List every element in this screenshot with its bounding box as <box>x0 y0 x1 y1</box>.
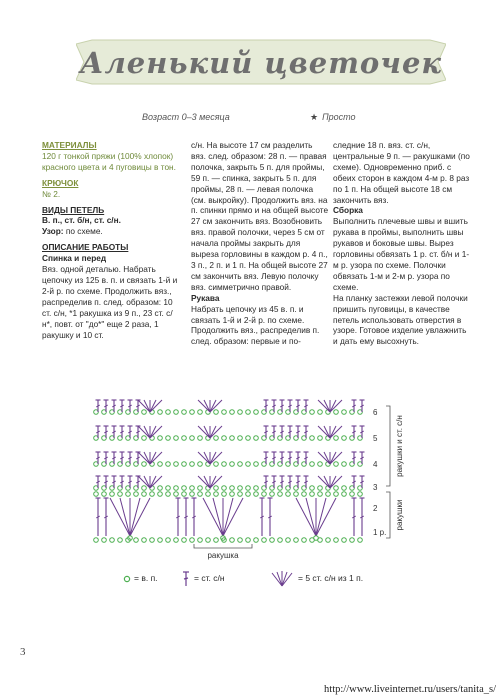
pattern-value: по схеме. <box>63 226 103 237</box>
row-label-3: 3 <box>373 483 378 492</box>
chain-stitch <box>342 410 347 415</box>
chain-stitch <box>246 462 251 467</box>
chain-stitch <box>206 538 211 543</box>
chain-stitch <box>222 462 227 467</box>
source-url[interactable]: http://www.liveinternet.ru/users/tanita_s/ <box>324 684 496 695</box>
repeat-label-shells-dc: ракушки и ст. с/н <box>395 415 404 477</box>
chain-stitch <box>334 492 339 497</box>
row-label-6: 6 <box>373 408 378 417</box>
chart-legend <box>122 570 422 590</box>
chain-stitch <box>318 486 323 491</box>
chain-stitch <box>118 538 123 543</box>
chain-stitch <box>198 410 203 415</box>
chain-stitch <box>166 410 171 415</box>
chain-stitch <box>358 492 363 497</box>
chain-stitch <box>102 492 107 497</box>
shell-stitch <box>316 498 336 536</box>
chain-stitch <box>198 492 203 497</box>
shell-repeat-label: ракушка <box>207 551 239 560</box>
buttons-text: На планку застежки левой полочки пришить пуговицы, в качестве петель использовать отверстия в узоре. Готовое изделие увлажнить и дать ему высохнуть. <box>333 292 468 347</box>
chain-stitch <box>158 410 163 415</box>
legend-dc-text: = ст. с/н <box>194 573 225 583</box>
shell-stitch <box>210 400 222 412</box>
chain-stitch <box>126 492 131 497</box>
chain-stitch <box>134 538 139 543</box>
materials-text: 120 г тонкой пряжи (100% хлопок) красного цвета и 4 пуговицы в тон. <box>42 150 176 172</box>
chain-stitch <box>182 436 187 441</box>
chain-stitch <box>222 436 227 441</box>
shell-stitch <box>223 498 233 536</box>
chain-stitch <box>230 492 235 497</box>
repeat-label-shells: ракушки <box>395 499 404 531</box>
row-label-2: 2 <box>373 504 378 513</box>
chain-stitch <box>230 436 235 441</box>
page-title: Аленький цветочек <box>79 46 443 80</box>
row-label-5: 5 <box>373 434 378 443</box>
shell-stitch <box>120 498 130 536</box>
chain-stitch <box>238 462 243 467</box>
back-front-heading: Спинка и перед <box>42 253 107 264</box>
chain-stitch <box>142 486 147 491</box>
chain-stitch <box>310 486 315 491</box>
shell-stitch <box>210 452 222 464</box>
chain-stitch <box>118 492 123 497</box>
chain-stitch <box>158 462 163 467</box>
chain-stitch <box>150 492 155 497</box>
chain-stitch <box>174 410 179 415</box>
chain-stitch <box>190 436 195 441</box>
shell-stitch <box>138 400 150 412</box>
bracket-shell <box>194 544 252 548</box>
chain-stitch <box>334 462 339 467</box>
chain-stitch <box>342 538 347 543</box>
age-label: Возраст 0–3 месяца <box>142 112 230 122</box>
assembly-text: Выполнить плечевые швы и вшить рукава в проймы, выполнить швы рукавов и боковые швы. Вырез горловины обвязать 1 р. ст. б/н и 1-м р. узора по схеме. Полочки обвязать 1-м и 2-м р. узора по схеме. <box>333 216 470 292</box>
chain-stitch <box>214 462 219 467</box>
hook-heading: КРЮЧОК <box>42 177 79 188</box>
chain-stitch <box>270 492 275 497</box>
shell-stitch <box>130 498 150 536</box>
title-banner <box>76 36 446 88</box>
chain-stitch <box>230 410 235 415</box>
chain-stitch <box>254 486 259 491</box>
chain-stitch <box>158 436 163 441</box>
shell-stitch <box>330 400 342 412</box>
shell-stitch <box>330 452 342 464</box>
pattern-label: Узор: <box>42 226 64 237</box>
chain-stitch <box>102 538 107 543</box>
chain-stitch <box>158 492 163 497</box>
chain-stitch <box>262 492 267 497</box>
chain-stitch <box>350 538 355 543</box>
chain-stitch <box>326 492 331 497</box>
bracket-bottom <box>386 492 390 538</box>
chain-stitch <box>254 436 259 441</box>
chain-stitch <box>350 492 355 497</box>
chain-stitch <box>174 462 179 467</box>
chain-stitch <box>302 538 307 543</box>
difficulty-text: Просто <box>322 112 356 122</box>
chain-stitch <box>182 492 187 497</box>
double-crochet-icon <box>183 572 189 586</box>
chain-stitch <box>94 492 99 497</box>
chain-stitch <box>314 536 319 541</box>
chain-stitch <box>174 436 179 441</box>
chain-stitch <box>166 492 171 497</box>
shell-stitch <box>110 498 130 536</box>
chain-stitch <box>142 538 147 543</box>
chain-stitch <box>174 486 179 491</box>
chain-stitch <box>230 538 235 543</box>
chain-stitch <box>198 462 203 467</box>
legend-symbols <box>122 570 422 590</box>
chain-stitch <box>166 486 171 491</box>
chain-stitch <box>254 410 259 415</box>
chain-stitch <box>214 410 219 415</box>
chain-stitch <box>166 462 171 467</box>
chain-stitch <box>270 538 275 543</box>
column-1 <box>42 140 180 340</box>
row-label-4: 4 <box>373 460 378 469</box>
shell-stitch <box>213 498 223 536</box>
chain-stitch <box>182 410 187 415</box>
chain-stitch <box>222 410 227 415</box>
chain-stitch <box>238 486 243 491</box>
chain-stitch <box>166 538 171 543</box>
shell-stitch <box>138 452 150 464</box>
shell-stitch <box>330 476 342 488</box>
chain-stitch <box>166 436 171 441</box>
chain-stitch <box>342 486 347 491</box>
chain-stitch <box>358 538 363 543</box>
shell-stitch <box>210 476 222 488</box>
chain-stitch <box>318 410 323 415</box>
chain-stitch <box>246 436 251 441</box>
chain-stitch <box>190 486 195 491</box>
chain-stitch <box>222 486 227 491</box>
chain-stitch <box>286 538 291 543</box>
shell-stitch <box>130 498 140 536</box>
chain-stitch <box>286 492 291 497</box>
row-labels <box>373 408 386 537</box>
chain-stitch <box>310 410 315 415</box>
row-label-1: 1 р. <box>373 528 387 537</box>
stitches-heading: ВИДЫ ПЕТЕЛЬ <box>42 204 105 215</box>
star-icon: ★ <box>310 112 319 122</box>
chain-stitch <box>238 538 243 543</box>
chain-stitch <box>214 486 219 491</box>
chain-stitch <box>214 436 219 441</box>
shell-stitch <box>138 426 150 438</box>
shell-stitch <box>138 476 150 488</box>
chain-stitch <box>318 462 323 467</box>
chain-stitch <box>310 492 315 497</box>
chain-stitch <box>142 436 147 441</box>
chain-stitch <box>254 492 259 497</box>
hook-value: № 2. <box>42 188 61 199</box>
sleeves-heading: Рукава <box>191 292 220 303</box>
chain-stitch <box>318 436 323 441</box>
chain-stitch <box>334 486 339 491</box>
chain-stitch <box>190 538 195 543</box>
chain-stitch <box>334 436 339 441</box>
chain-stitch <box>198 436 203 441</box>
chain-stitch <box>190 492 195 497</box>
chain-stitch <box>246 410 251 415</box>
chain-stitch <box>334 538 339 543</box>
chain-stitch <box>174 538 179 543</box>
chain-stitch <box>94 538 99 543</box>
stitch-grid <box>94 400 365 542</box>
chain-stitch <box>142 462 147 467</box>
shell-stitch <box>316 498 326 536</box>
chain-stitch <box>302 492 307 497</box>
bracket-top <box>386 406 390 486</box>
shell-icon <box>272 571 292 586</box>
chain-stitch <box>110 538 115 543</box>
legend-chain-text: = в. п. <box>134 573 158 583</box>
stitches-line-2 <box>42 226 180 237</box>
back-front-text: Вяз. одной деталью. Набрать цепочку из 125 в. п. и связать 1-й и 2-й р. по схеме. Продолжить вяз., распределив п. след. образом: 10 ст. с/н, *1 ракушка из 9 п., 23 ст. с/н*, повт. от "до*" еще 2 раза, 1 ракушку и 10 ст. <box>42 264 178 340</box>
chain-stitch <box>310 462 315 467</box>
chain-stitch <box>342 436 347 441</box>
chain-stitch <box>310 436 315 441</box>
sleeves-text: Набрать цепочку из 45 в. п. и связать 1-й и 2-й р. по схеме. Продолжить вяз., распределив п. след. образом: первые и по- <box>191 303 320 347</box>
chain-stitch <box>158 486 163 491</box>
chain-stitch <box>318 492 323 497</box>
chain-stitch <box>142 492 147 497</box>
chain-icon <box>124 576 129 581</box>
chain-stitch <box>238 410 243 415</box>
shell-stitch <box>210 426 222 438</box>
chain-stitch <box>198 486 203 491</box>
chain-stitch <box>142 410 147 415</box>
chain-stitch <box>206 492 211 497</box>
chain-stitch <box>278 538 283 543</box>
shell-stitch <box>330 426 342 438</box>
description-heading: ОПИСАНИЕ РАБОТЫ <box>42 242 129 253</box>
chain-stitch <box>190 462 195 467</box>
legend-shell-text: = 5 ст. с/н из 1 п. <box>298 573 364 583</box>
body-text-continued: с/н. На высоте 17 см разделить вяз. след. образом: 28 п. — правая полочка, закрыть 5 п. для проймы, 59 п. — спинка, закрыть 5 п. для проймы, 28 п. — левая полочка (см. выкройку). Продолжить вяз. на п. спинки прямо и на общей высоте 27 см закончить вяз. Возобновить вяз. правой полочки, через 5 см от начала проймы закрыть для выреза горловины в каждом р. 4 п., 3 п., 2 п. и 1 п. На общей высоте 27 см закончить вяз. Левую полочку вяз. симметрично правой. <box>191 140 329 292</box>
column-2 <box>191 140 329 347</box>
shell-stitch <box>203 498 223 536</box>
chain-stitch <box>342 462 347 467</box>
page-number: 3 <box>20 646 26 658</box>
chain-stitch <box>342 492 347 497</box>
chain-stitch <box>238 492 243 497</box>
chain-stitch <box>230 486 235 491</box>
difficulty-label <box>310 112 356 123</box>
chain-stitch <box>326 538 331 543</box>
chain-stitch <box>238 436 243 441</box>
chain-stitch <box>262 538 267 543</box>
materials-heading: МАТЕРИАЛЫ <box>42 140 97 150</box>
stitches-line-1: В. п., ст. б/н, ст. с/н. <box>42 215 121 226</box>
chain-stitch <box>246 492 251 497</box>
chain-stitch <box>254 462 259 467</box>
chain-stitch <box>150 538 155 543</box>
chain-stitch <box>294 538 299 543</box>
chain-stitch <box>182 486 187 491</box>
chain-stitch <box>230 462 235 467</box>
shell-stitch <box>223 498 243 536</box>
chain-stitch <box>334 410 339 415</box>
chain-stitch <box>190 410 195 415</box>
crochet-chart <box>90 398 420 563</box>
shell-stitch <box>306 498 316 536</box>
shell-stitch <box>296 498 316 536</box>
chain-stitch <box>158 538 163 543</box>
chain-stitch <box>246 486 251 491</box>
chain-stitch <box>110 492 115 497</box>
chain-stitch <box>278 492 283 497</box>
chain-stitch <box>214 538 219 543</box>
sleeves-text-continued: следние 18 п. вяз. ст. с/н, центральные 9 п. — ракушками (по схеме). Одновременно приб. с обеих сторон в каждом 4-м р. 8 раз по 1 п. На общей высоте 18 см закончить вяз. <box>333 140 470 205</box>
column-3 <box>333 140 471 347</box>
chain-stitch <box>246 538 251 543</box>
chain-stitch <box>254 538 259 543</box>
chain-stitch <box>294 492 299 497</box>
chain-stitch <box>182 538 187 543</box>
chain-stitch <box>174 492 179 497</box>
assembly-heading: Сборка <box>333 205 363 216</box>
chain-stitch <box>182 462 187 467</box>
chain-stitch <box>134 492 139 497</box>
chain-stitch <box>214 492 219 497</box>
chain-stitch <box>198 538 203 543</box>
chain-stitch <box>222 492 227 497</box>
